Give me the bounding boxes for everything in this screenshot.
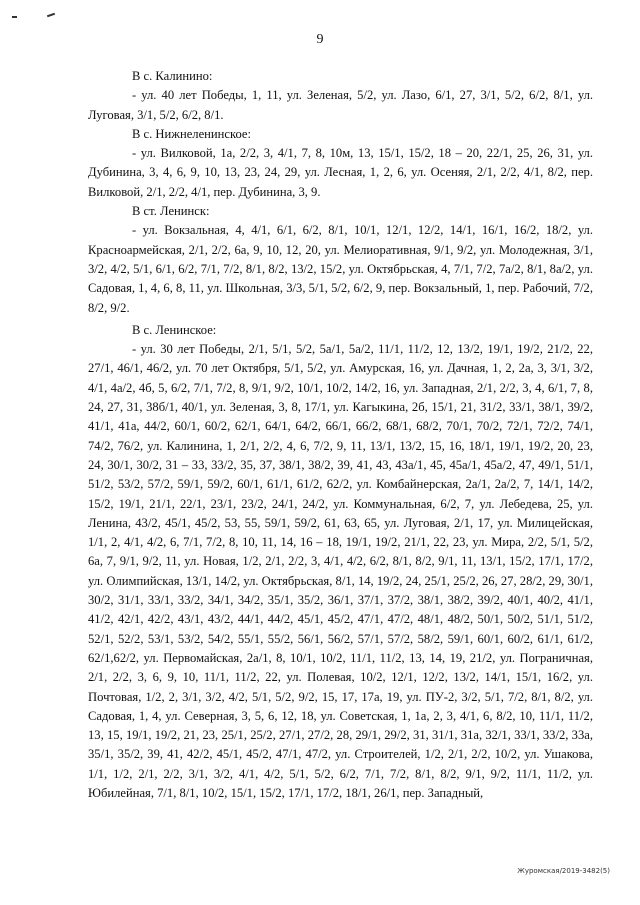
section-heading-leninskoe: В с. Ленинское: [132,322,217,337]
section-text-leninsk: - ул. Вокзальная, 4, 4/1, 6/1, 6/2, 8/1, 10/1, 12/1, 12/2, 14/1, 16/1, 16/2, 18/2, ул. Красноармейская, 2/1, 2/2, 6а, 9, 10, 12, 20, ул. Мелиоративная, 9/1, 9/2, ул. Молодежная, 3/1, 3/2, 4/2, 5/1, 6/1, 6/2, 7/1, 7/2, 8/1, 8/2, 13/2, 15/2, ул. Октябрьская, 4, 7/1, 7/2, 7а/2, 8/1, 8а/2, ул. Садовая, 1, 4, 6, 8, 11, ул. Школьная, 3/3, 5/1, 5/2, 6/2, 9, пер. Вокзальный, 1, пер. Рабочий, 7/2, 8/2, 9/2. [88,223,593,315]
section-heading-kalinino: В с. Калинино: [132,69,213,83]
document-code: Журомская/2019-3482(5) [517,867,610,875]
page-number: 9 [316,32,324,47]
section-text-nizhneleninskoe: - ул. Вилковой, 1а, 2/2, 3, 4/1, 7, 8, 10м, 13, 15/1, 15/2, 18 – 20, 22/1, 25, 26, 31, ул. Дубинина, 3, 4, 6, 9, 10, 13, 23, 24, 29, ул. Лесная, 1, 2, 6, ул. Осеняя, 2/1, 2/2, 4/1, 8/2, пер. Вилковой, 2/1, 2/2, 4/1, пер. Дубинина, 3, 9. [88,146,593,199]
section-heading-nizhneleninskoe: В с. Нижнеленинское: [132,126,252,141]
section-text-kalinino: - ул. 40 лет Победы, 1, 11, ул. Зеленая, 5/2, ул. Лазо, 6/1, 27, 3/1, 5/2, 6/2, 8/1, ул. Луговая, 3/1, 5/2, 6/2, 8/1. [88,88,593,122]
scan-speck [47,13,55,18]
section-heading-leninsk: В ст. Ленинск: [132,204,210,219]
scan-speck [12,16,17,18]
section-text-leninskoe: - ул. 30 лет Победы, 2/1, 5/1, 5/2, 5а/1, 5а/2, 11/1, 11/2, 12, 13/2, 19/1, 19/2, 21/2, 22, 27/1, 46/1, 46/2, ул. 70 лет Октября, 5/1, 5/2, ул. Амурская, 16, ул. Дачная, 1, 2, 2а, 3, 3/1, 3/2, 4/1, 4а/2, 4б, 5, 6/2, 7/1, 7/2, 8, 9/1, 9/2, 10/1, 10/2, 14/2, 16, ул. Западная, 2/1, 2/2, 3, 4, 6/1, 7, 8, 24, 27, 31, 38б/1, 40/1, ул. Зеленая, 3, 8, 17/1, ул. Кагыкина, 2б, 15/1, 21, 31/2, 33/1, 38/1, 39/2, 41/1, 41а, 44/2, 60/1, 60/2, 62/1, 64/1, 64/2, 66/1, 66/2, 68/1, 68/2, 70/1, 70/2, 72/1, 72/2, 74/1, 74/2, 76/2, ул. Калинина, 1, 2/1, 2/2, 4, 6, 7/2, 9, 11, 13/1, 13/2, 15, 16, 18/1, 19/1, 19/2, 20, 23, 24, 30/1, 30/2, 31 – 33, 33/2, 35, 37, 38/1, 38/2, 39, 41, 43, 43а/1, 45, 45а/1, 45а/2, 47, 49/1, 51/1, 51/2, 53/2, 57/2, 59/1, 59/2, 60/1, 61/1, 61/2, 62/2, ул. Комбайнерская, 2а/1, 2а/2, 7, 14/1, 14/2, 15/2, 19/1, 21/1, 22/1, 23/1, 23/2, 24/1, 24/2, ул. Коммунальная, 6/2, 7, ул. Лебедева, 25, ул. Ленина, 43/2, 45/1, 45/2, 53, 55, 59/1, 59/2, 61, 63, 65, ул. Луговая, 2/1, 17, ул. Милицейская, 1/1, 2, 4/1, 4/2, 6, 7/1, 7/2, 8, 10, 11, 14, 16 – 18, 19/1, 19/2, 21/1, 22, 23, ул. Мира, 2/2, 5/1, 5/2, 6а, 7, 9/1, 9/2, 11, ул. Новая, 1/2, 2/1, 2/2, 3, 4/1, 4/2, 6/2, 8/1, 8/2, 9/1, 11, 13/1, 15/2, 17/1, 17/2, ул. Олимпийская, 13/1, 14/2, ул. Октябрьская, 8/1, 14, 19/2, 24, 25/1, 25/2, 26, 27, 28/2, 29, 30/1, 30/2, 31/1, 33/1, 33/2, 34/1, 34/2, 35/1, 35/2, 36/1, 37/1, 37/2, 38/1, 38/2, 39/2, 40/1, 40/2, 41/1, 41/2, 42/1, 42/2, 43/1, 43/2, 44/1, 44/2, 45/1, 45/2, 47/1, 47/2, 48/1, 48/2, 50/1, 50/2, 51/1, 51/2, 52/1, 52/2, 53/1, 53/2, 54/2, 55/1, 55/2, 56/1, 56/2, 57/1, 57/2, 58/2, 59/1, 60/1, 60/2, 61/1, 61/2, 62/1,62/2, ул. Первомайская, 2а/1, 8, 10/1, 10/2, 11/1, 11/2, 13, 14, 19, 21/2, ул. Пограничная, 2/1, 2/2, 3, 6, 9, 10, 11/1, 11/2, 22, ул. Полевая, 10/2, 12/1, 12/2, 13/2, 14/1, 15/1, 16/2, ул. Почтовая, 1/2, 2, 3/1, 3/2, 4/2, 5/1, 5/2, 9/2, 15, 17, 17а, 19, ул. ПУ-2, 3/2, 5/1, 7/2, 8/1, 8/2, ул. Садовая, 1, 4, ул. Северная, 3, 5, 6, 12, 18, ул. Советская, 1, 1а, 2, 3, 4/1, 6, 8/2, 10, 11/1, 11/2, 13, 15, 19/1, 19/2, 21, 23, 25/1, 25/2, 27/1, 27/2, 28, 29/1, 29/2, 31, 31/1, 31а, 32/1, 33/1, 33/2, 33а, 35/1, 35/2, 39, 41, 42/2, 45/1, 45/2, 47/1, 47/2, ул. Строителей, 1/2, 2/1, 2/2, 10/2, ул. Ушакова, 1/1, 1/2, 2/1, 2/2, 3/1, 3/2, 4/1, 4/2, 5/1, 5/2, 6/2, 7/1, 7/2, 8/1, 8/2, 9/1, 9/2, 11/1, 11/2, ул. Юбилейная, 7/1, 8/1, 10/2, 15/1, 15/2, 17/1, 17/2, 18/1, 26/1, пер. Западный, [88,342,593,800]
document-body [88,67,593,803]
